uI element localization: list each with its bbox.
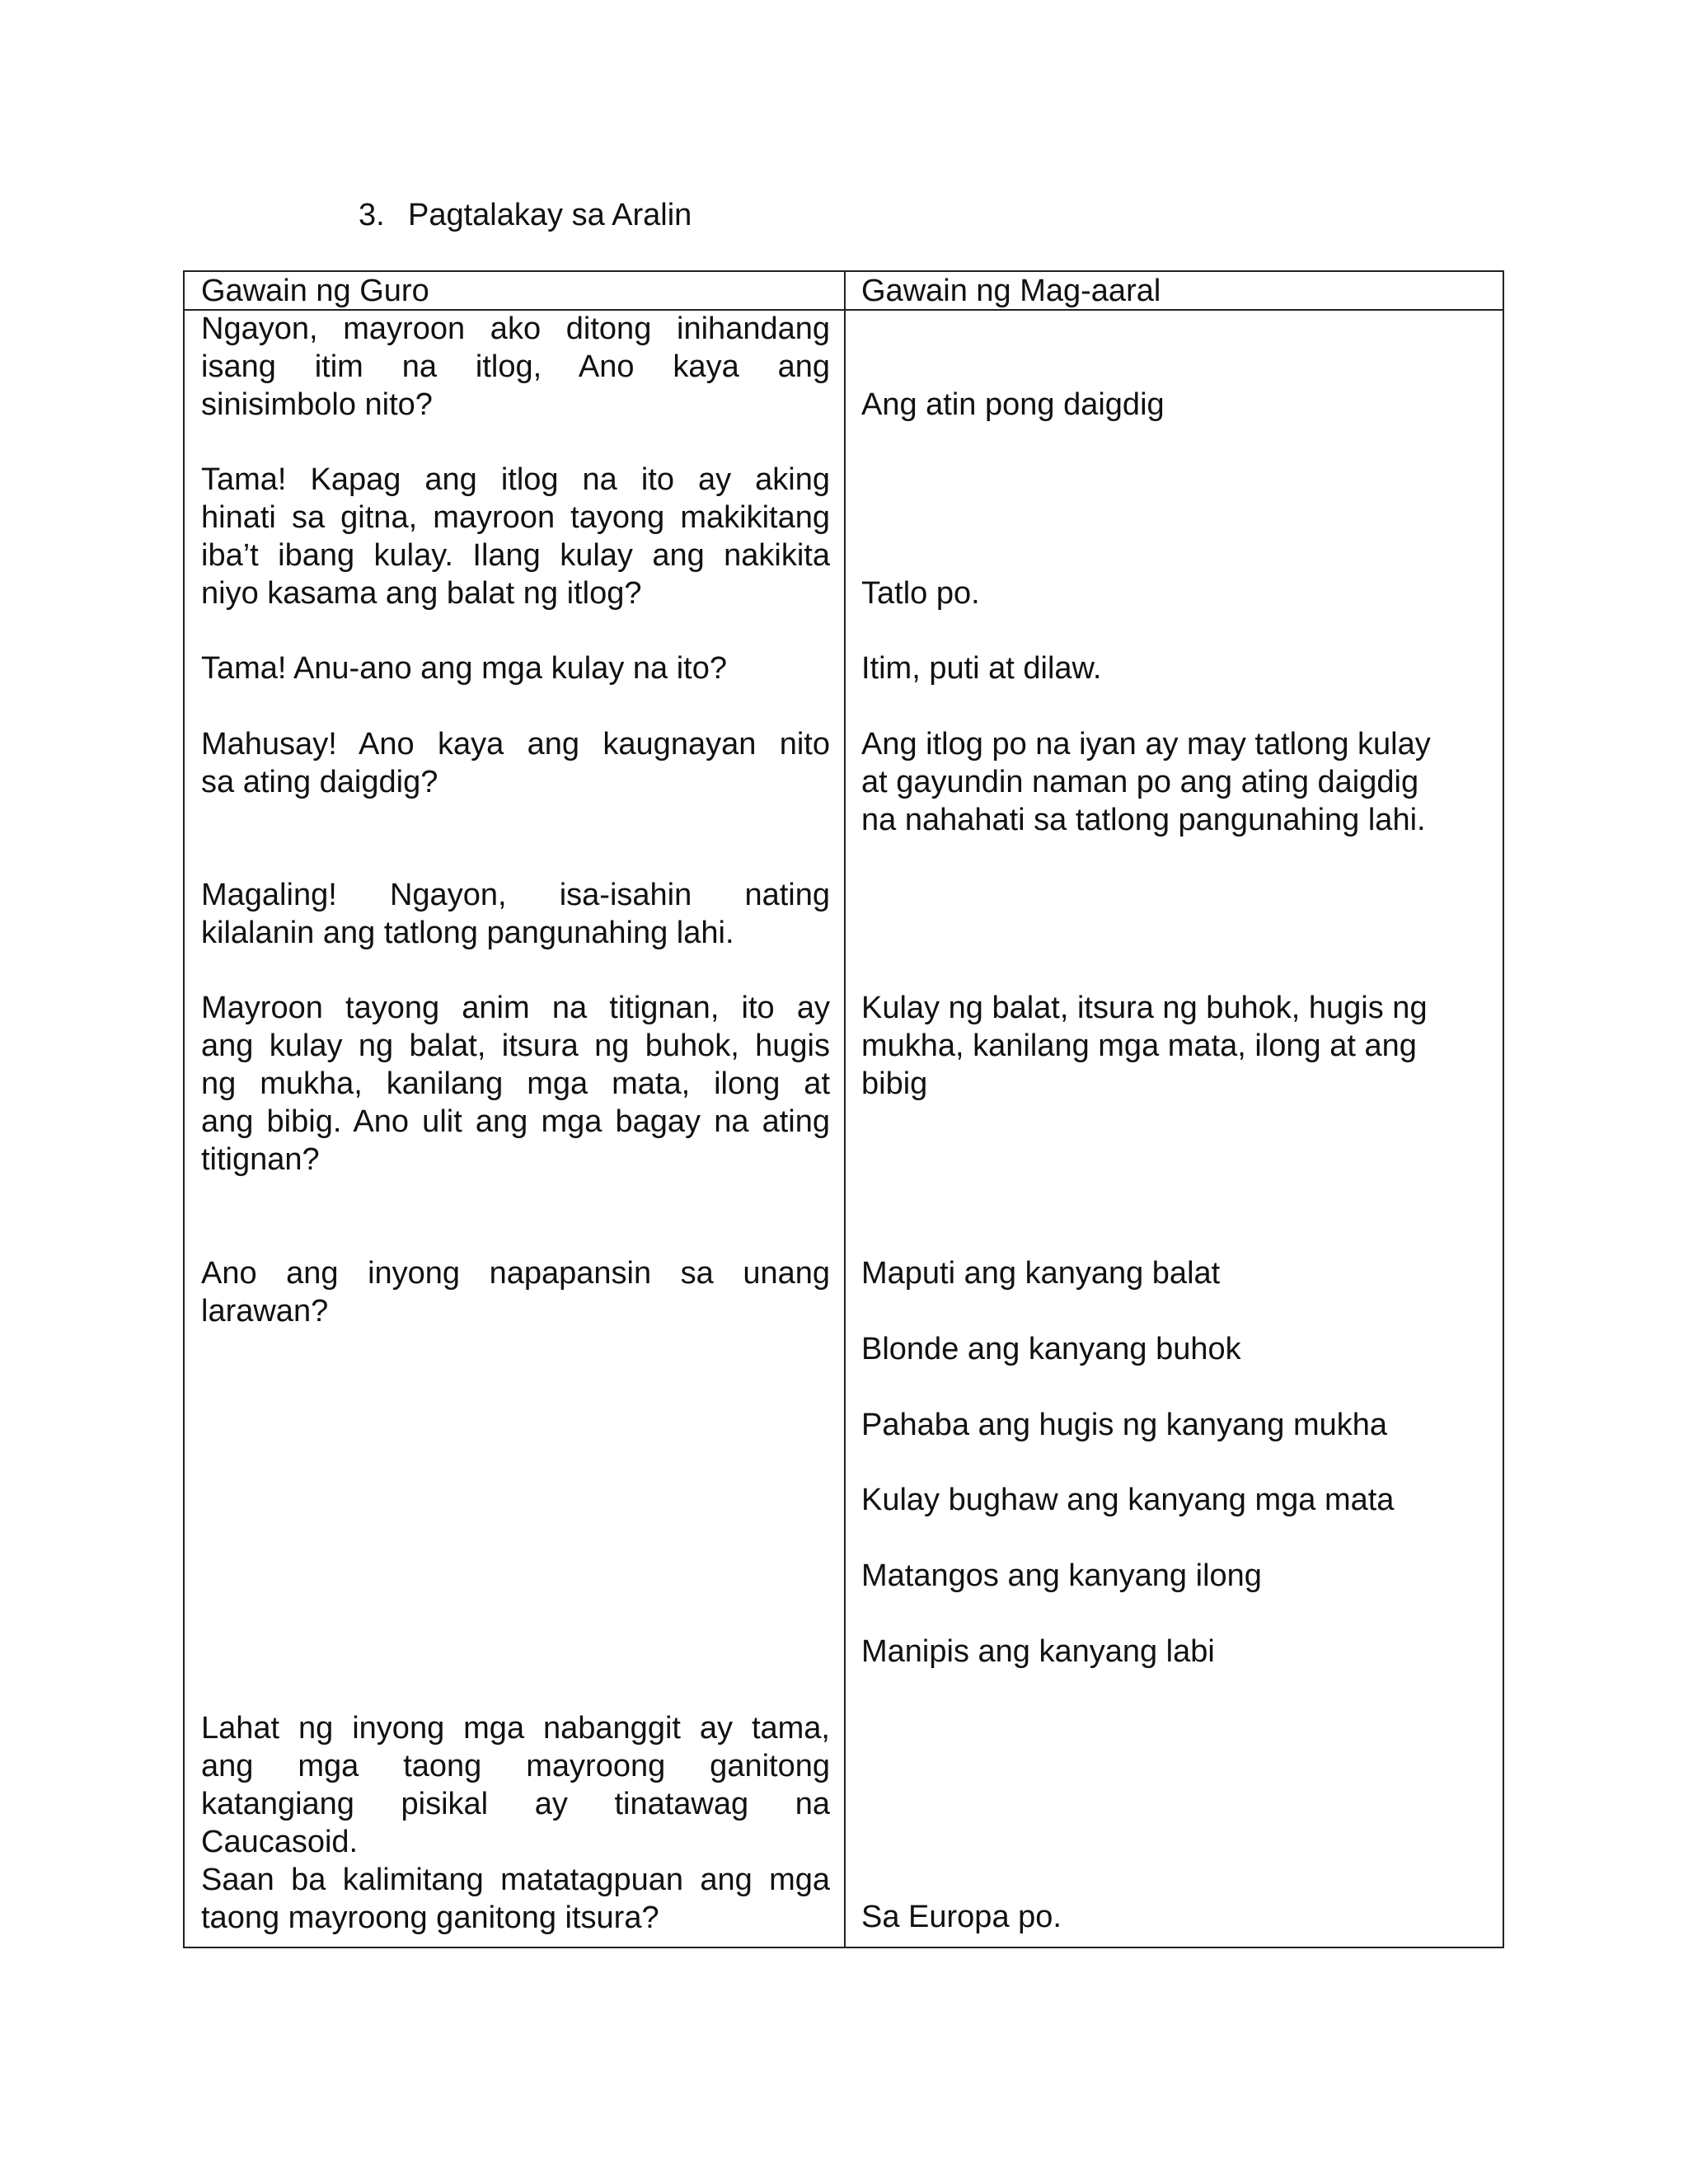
section-number: 3. [359, 198, 385, 232]
student-answer-10: Matangos ang kanyang ilong [861, 1558, 1262, 1593]
teacher-line: titignan? [201, 1142, 320, 1177]
section-title: Pagtalakay sa Aralin [408, 198, 692, 232]
student-answer-12: Sa Europa po. [861, 1900, 1062, 1934]
student-answer-11: Manipis ang kanyang labi [861, 1634, 1215, 1669]
teacher-line: Mayroon tayong anim na titignan, ito ay [201, 991, 830, 1025]
teacher-line: sa ating daigdig? [201, 765, 438, 799]
teacher-line: ng mukha, kanilang mga mata, ilong at [201, 1066, 830, 1101]
teacher-line: sinisimbolo nito? [201, 387, 433, 422]
header-student: Gawain ng Mag-aaral [861, 274, 1161, 308]
header-teacher: Gawain ng Guro [201, 274, 429, 308]
student-answer-8: Pahaba ang hugis ng kanyang mukha [861, 1408, 1388, 1442]
teacher-line: taong mayroong ganitong itsura? [201, 1900, 659, 1935]
student-answer-2: Tatlo po. [861, 576, 980, 611]
teacher-block-6 [201, 989, 830, 1179]
teacher-line: Tama! Anu-ano ang mga kulay na ito? [201, 651, 727, 686]
teacher-line: ang mga taong mayroong ganitong [201, 1749, 830, 1783]
student-answer-1: Ang atin pong daigdig [861, 387, 1165, 422]
student-answer-6: Maputi ang kanyang balat [861, 1256, 1221, 1291]
teacher-line: Tama! Kapag ang itlog na ito ay aking [201, 462, 830, 497]
teacher-block-2 [201, 461, 830, 612]
teacher-line: Lahat ng inyong mga nabanggit ay tama, [201, 1711, 830, 1746]
student-line: na nahahati sa tatlong pangunahing lahi. [861, 803, 1426, 837]
student-line: bibig [861, 1066, 928, 1101]
teacher-line: katangiang pisikal ay tinatawag na [201, 1787, 830, 1821]
teacher-line: Ano ang inyong napapansin sa unang [201, 1256, 830, 1291]
teacher-line: hinati sa gitna, mayroon tayong makikitang [201, 500, 830, 535]
teacher-line: Mahusay! Ano kaya ang kaugnayan nito [201, 727, 830, 762]
teacher-block-8 [201, 1709, 830, 1937]
student-answer-7: Blonde ang kanyang buhok [861, 1332, 1241, 1366]
lesson-table [183, 270, 1504, 1948]
teacher-block-1 [201, 310, 830, 424]
student-line: at gayundin naman po ang ating daigdig [861, 765, 1419, 799]
student-answer-3: Itim, puti at dilaw. [861, 651, 1102, 686]
teacher-line: Caucasoid. [201, 1825, 359, 1859]
student-line: Kulay ng balat, itsura ng buhok, hugis ng [861, 991, 1428, 1025]
section-heading [359, 196, 692, 234]
column-divider [844, 272, 846, 1947]
student-answer-5 [861, 989, 1496, 1103]
student-line: mukha, kanilang mga mata, ilong at ang [861, 1029, 1417, 1063]
student-answer-4 [861, 725, 1496, 839]
teacher-block-4 [201, 725, 830, 801]
teacher-line: ang bibig. Ano ulit ang mga bagay na ating [201, 1104, 830, 1139]
teacher-line: Saan ba kalimitang matatagpuan ang mga [201, 1863, 830, 1897]
teacher-block-7 [201, 1254, 830, 1330]
teacher-line: niyo kasama ang balat ng itlog? [201, 576, 642, 611]
teacher-line: Ngayon, mayroon ako ditong inihandang [201, 312, 830, 346]
teacher-line: isang itim na itlog, Ano kaya ang [201, 349, 830, 384]
teacher-block-5 [201, 876, 830, 952]
student-answer-9: Kulay bughaw ang kanyang mga mata [861, 1483, 1395, 1517]
teacher-line: Magaling! Ngayon, isa-isahin nating [201, 878, 830, 912]
student-line: Ang itlog po na iyan ay may tatlong kulay [861, 727, 1431, 762]
teacher-line: larawan? [201, 1294, 329, 1329]
teacher-line: ang kulay ng balat, itsura ng buhok, hugis [201, 1029, 830, 1063]
teacher-line: iba’t ibang kulay. Ilang kulay ang nakikita [201, 538, 830, 573]
teacher-block-3 [201, 649, 830, 687]
teacher-line: kilalanin ang tatlong pangunahing lahi. [201, 916, 734, 950]
